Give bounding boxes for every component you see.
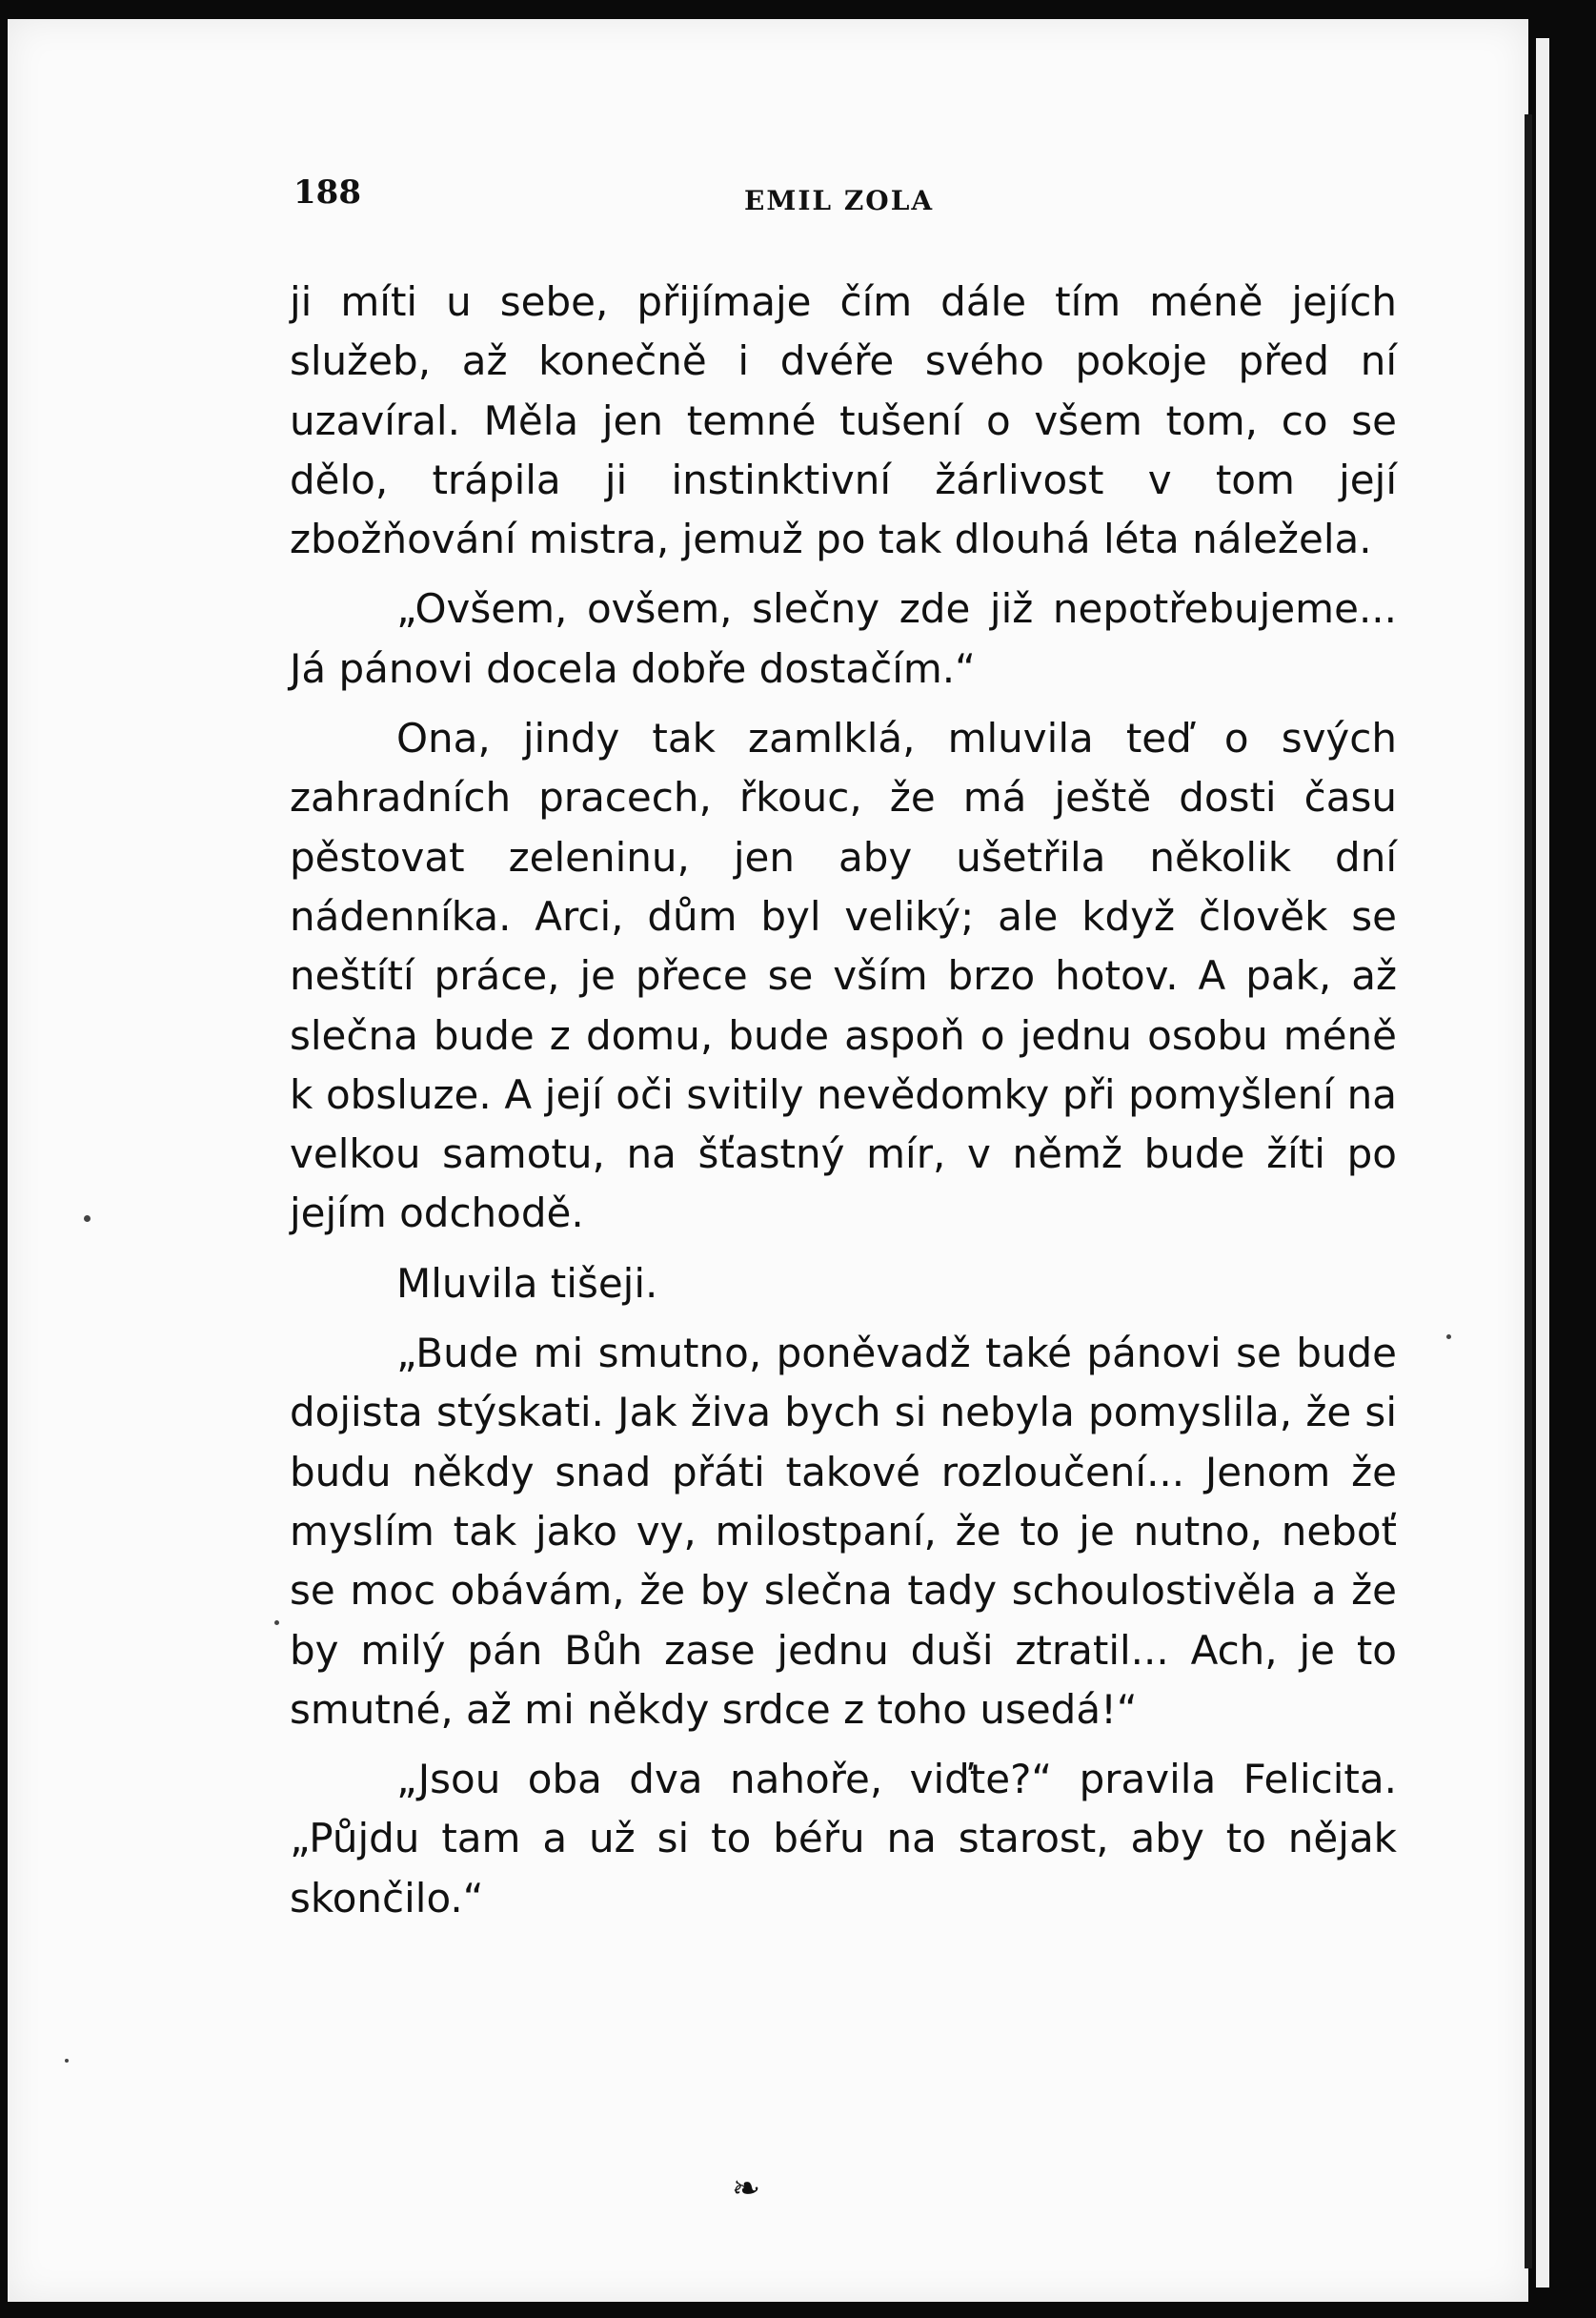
running-head: EMIL ZOLA: [744, 185, 935, 216]
paragraph: ji míti u sebe, přijímaje čím dále tím méně jejích služeb, až konečně i dvéře svého pokoje před ní uzavíral. Měla jen temné tušení o všem tom, co se dělo, trápila ji instinktivní žárlivost v tom její zbožňování mistra, jemuž po tak dlouhá léta náležela.: [290, 278, 1397, 563]
paragraph: Ona, jindy tak zamlklá, mluvila teď o svých zahradních pracech, řkouc, že má ještě dosti času pěstovat zeleninu, jen aby ušetřila několik dní nádenníka. Arci, dům byl veliký; ale když člověk se neštítí práce, je přece se vším brzo hotov. A pak, až slečna bude z domu, bude aspoň o jednu osobu méně k obsluze. A její oči svitily nevědomky při pomyšlení na velkou samotu, na šťastný mír, v němž bude žíti po jejím odchodě.: [290, 715, 1397, 1237]
paragraph: „Bude mi smutno, poněvadž také pánovi se bude dojista stýskati. Jak živa bych si nebyla pomyslila, že si budu někdy snad přáti takové rozloučení... Jenom že myslím tak jako vy, milostpaní, že to je nutno, neboť se moc obávám, že by slečna tady schoulostivěla a že by milý pán Bůh zase jednu duši ztratil... Ach, je to smutné, až mi někdy srdce z toho usedá!“: [290, 1330, 1397, 1733]
page-number: 188: [293, 173, 361, 212]
paper-speck: [274, 1620, 279, 1625]
paragraph: „Jsou oba dva nahoře, viďte?“ pravila Felicita. „Půjdu tam a už si to béřu na starost, aby to nějak skončilo.“: [290, 1756, 1397, 1922]
book-page: [8, 19, 1528, 2302]
page-gutter-strip: [1536, 38, 1549, 2288]
body-text: [290, 273, 1397, 1928]
paper-speck: [84, 1215, 91, 1222]
paper-speck: [1446, 1334, 1451, 1339]
page-gutter-line: [1525, 114, 1532, 2268]
paper-speck: [65, 2059, 69, 2063]
paragraph: „Ovšem, ovšem, slečny zde již nepotřebujeme... Já pánovi docela dobře dostačím.“: [290, 585, 1397, 692]
paragraph: Mluvila tišeji.: [396, 1259, 658, 1307]
page-header: [8, 173, 1528, 221]
ornament-icon: ❧: [732, 2169, 761, 2208]
